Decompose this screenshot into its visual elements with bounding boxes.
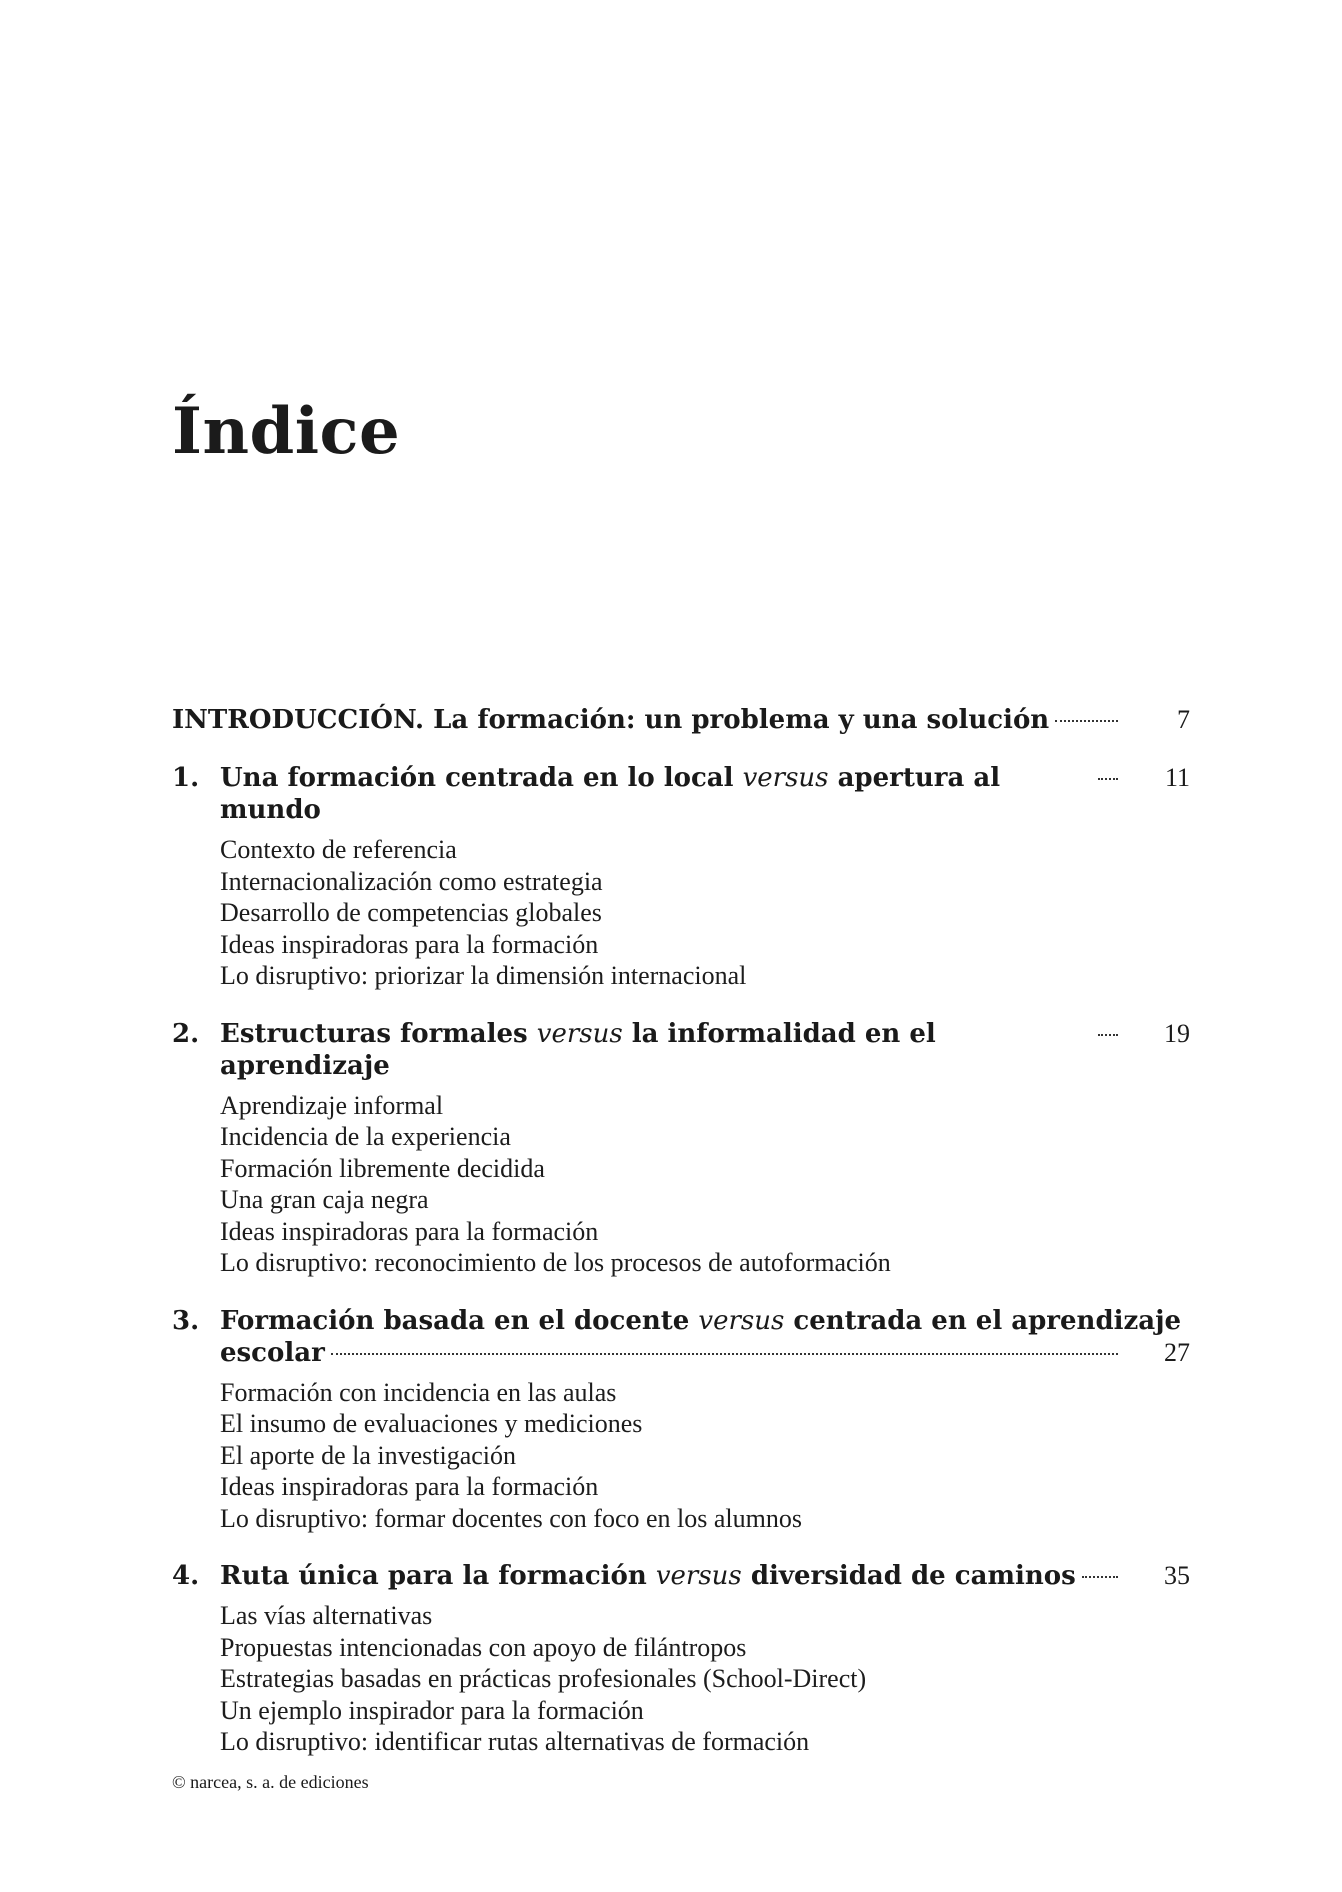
section-item: Ideas inspiradoras para la formación: [220, 1472, 599, 1501]
page-title: Índice: [172, 394, 401, 469]
dot-leader: [1055, 720, 1118, 722]
chapter-title: Una formación centrada en lo local versus apertura al mundo: [220, 763, 1001, 825]
toc-heading: [172, 1018, 1190, 1082]
section-item: Ideas inspiradoras para la formación: [220, 1216, 599, 1246]
table-of-contents: [172, 704, 1190, 1758]
chapter-title: Estructuras formales versus la informalidad en el aprendizaje: [220, 1018, 936, 1081]
toc-entry-chapter-2[interactable]: [172, 1018, 1190, 1279]
toc-page-number: 7: [1177, 705, 1190, 734]
chapter-number: 3.: [172, 1305, 200, 1336]
dot-leader: [1082, 1576, 1118, 1578]
toc-heading-text: INTRODUCCIÓN. La formación: un problema y una solución: [172, 705, 1050, 735]
section-item: Desarrollo de competencias globales: [220, 898, 602, 927]
dot-leader: [331, 1353, 1118, 1355]
toc-entry-chapter-4[interactable]: [172, 1560, 1190, 1758]
section-item: Una gran caja negra: [220, 1185, 429, 1214]
section-item: Lo disruptivo: identificar rutas alternativas de formación: [220, 1727, 810, 1756]
chapter-number: 4.: [172, 1561, 200, 1591]
toc-entry-intro[interactable]: [172, 704, 1190, 736]
section-item: El insumo de evaluaciones y mediciones: [220, 1409, 643, 1438]
chapter-title-continuation: escolar: [220, 1337, 325, 1368]
section-item: Propuestas intencionadas con apoyo de filántropos: [220, 1632, 747, 1662]
chapter-number: 1.: [172, 763, 200, 793]
section-item: Incidencia de la experiencia: [220, 1122, 511, 1151]
toc-page-number: 35: [1164, 1561, 1190, 1590]
section-item: Lo disruptivo: priorizar la dimensión internacional: [220, 961, 747, 990]
section-list: [220, 1090, 1190, 1279]
toc-heading: [172, 704, 1190, 736]
toc-page-number: 11: [1164, 763, 1190, 792]
section-item: Lo disruptivo: reconocimiento de los procesos de autoformación: [220, 1248, 891, 1277]
chapter-number: 2.: [172, 1018, 200, 1049]
toc-page-number: 27: [1164, 1337, 1190, 1367]
toc-heading: [172, 762, 1190, 826]
toc-entry-chapter-3[interactable]: [172, 1305, 1190, 1535]
section-list: [220, 834, 1190, 992]
section-item: El aporte de la investigación: [220, 1440, 517, 1470]
toc-heading: [172, 1305, 1190, 1369]
chapter-title: Formación basada en el docente versus centrada en el aprendizaje: [220, 1305, 1182, 1336]
section-item: Un ejemplo inspirador para la formación: [220, 1695, 644, 1725]
section-item: Contexto de referencia: [220, 835, 457, 864]
section-item: Ideas inspiradoras para la formación: [220, 929, 599, 959]
toc-entry-chapter-1[interactable]: [172, 762, 1190, 992]
section-list: [220, 1600, 1190, 1758]
chapter-title: Ruta única para la formación versus diversidad de caminos: [220, 1561, 1076, 1591]
section-list: [220, 1377, 1190, 1535]
copyright-footer: © narcea, s. a. de ediciones: [172, 1772, 369, 1792]
section-item: Formación con incidencia en las aulas: [220, 1377, 617, 1407]
section-item: Lo disruptivo: formar docentes con foco en los alumnos: [220, 1503, 802, 1533]
dot-leader: [1098, 778, 1118, 780]
section-item: Internacionalización como estrategia: [220, 866, 603, 896]
toc-heading: [172, 1560, 1190, 1592]
section-item: Las vías alternativas: [220, 1601, 433, 1630]
toc-page-number: 19: [1164, 1018, 1190, 1048]
section-item: Aprendizaje informal: [220, 1090, 444, 1120]
section-item: Formación libremente decidida: [220, 1153, 545, 1183]
dot-leader: [1098, 1034, 1118, 1036]
section-item: Estrategias basadas en prácticas profesionales (School-Direct): [220, 1664, 867, 1693]
